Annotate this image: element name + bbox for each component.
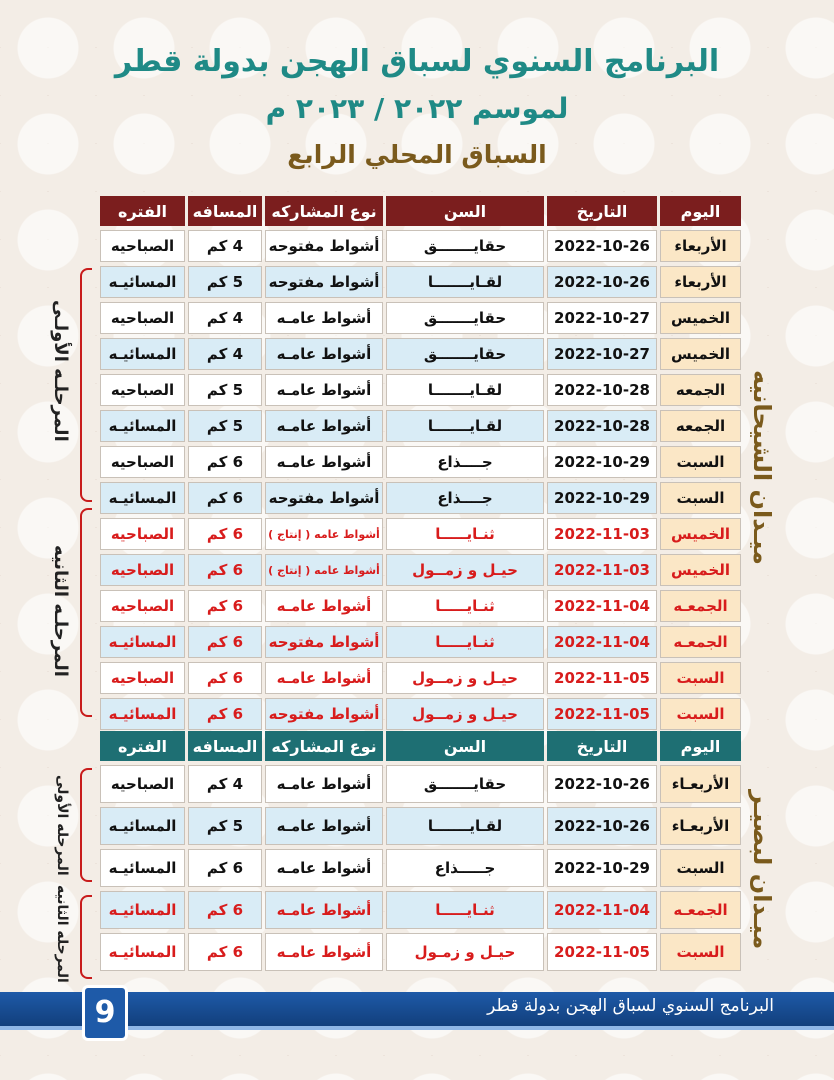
- cell-period: المسائيـه: [100, 482, 185, 514]
- table-row: [100, 933, 741, 971]
- cell-day: السبت: [660, 698, 741, 730]
- cell-type: أشواط عامـه: [265, 662, 383, 694]
- cell-day: الأربعاء: [660, 266, 741, 298]
- cell-age: حقايـــــــق: [386, 302, 544, 334]
- cell-period: المسائيـه: [100, 698, 185, 730]
- cell-day: الخميس: [660, 302, 741, 334]
- cell-date: 2022-10-28: [547, 374, 657, 406]
- table-header-row: [100, 196, 741, 226]
- cell-age: لقـايـــــــا: [386, 374, 544, 406]
- table-header-row: [100, 731, 741, 761]
- cell-day: الأربعاء: [660, 230, 741, 262]
- cell-day: الخميس: [660, 338, 741, 370]
- cell-distance: 4 كم: [188, 338, 262, 370]
- lubsair-schedule-table: [97, 727, 744, 975]
- cell-date: 2022-10-29: [547, 849, 657, 887]
- cell-type: أشواط عامـه: [265, 807, 383, 845]
- cell-period: الصباحيه: [100, 374, 185, 406]
- cell-age: جـــــذاع: [386, 849, 544, 887]
- header-day: اليوم: [660, 196, 741, 226]
- cell-age: حقايـــــــق: [386, 338, 544, 370]
- table-row: [100, 891, 741, 929]
- cell-type: أشواط عامـه: [265, 374, 383, 406]
- cell-day: الجمعـه: [660, 891, 741, 929]
- cell-distance: 6 كم: [188, 933, 262, 971]
- header-distance: المسافه: [188, 196, 262, 226]
- header-period: الفتره: [100, 196, 185, 226]
- stage1-bracket: [80, 268, 92, 502]
- cell-age: لقـايـــــــا: [386, 410, 544, 442]
- cell-date: 2022-10-29: [547, 482, 657, 514]
- cell-distance: 4 كم: [188, 765, 262, 803]
- cell-distance: 5 كم: [188, 374, 262, 406]
- cell-type: أشواط عامه ( إنتاج ): [265, 518, 383, 550]
- cell-type: أشواط عامـه: [265, 338, 383, 370]
- cell-period: الصباحيه: [100, 590, 185, 622]
- cell-distance: 6 كم: [188, 446, 262, 478]
- stage1-bracket-b: [80, 768, 92, 882]
- stage1-label: المرحلـه الأولـى: [50, 300, 71, 442]
- cell-distance: 6 كم: [188, 590, 262, 622]
- cell-date: 2022-11-04: [547, 626, 657, 658]
- table-row: [100, 230, 741, 262]
- cell-period: المسائيـه: [100, 266, 185, 298]
- cell-age: حيـل و زمــول: [386, 554, 544, 586]
- cell-day: السبت: [660, 849, 741, 887]
- cell-age: لقـايـــــــا: [386, 266, 544, 298]
- cell-day: الجمعه: [660, 410, 741, 442]
- cell-distance: 4 كم: [188, 302, 262, 334]
- cell-age: جــــذاع: [386, 446, 544, 478]
- cell-date: 2022-11-04: [547, 891, 657, 929]
- stage2-bracket: [80, 508, 92, 717]
- cell-date: 2022-10-26: [547, 765, 657, 803]
- header-date: التاريخ: [547, 731, 657, 761]
- table-row: [100, 302, 741, 334]
- cell-period: المسائيـه: [100, 933, 185, 971]
- cell-period: الصباحيه: [100, 446, 185, 478]
- cell-date: 2022-11-03: [547, 554, 657, 586]
- cell-age: حيـل و زمـول: [386, 933, 544, 971]
- cell-age: حيـل و زمــول: [386, 662, 544, 694]
- cell-date: 2022-10-26: [547, 266, 657, 298]
- venue-label-shahaniya: ميـدان الشيحانيه: [748, 370, 776, 565]
- cell-date: 2022-10-29: [547, 446, 657, 478]
- cell-distance: 6 كم: [188, 698, 262, 730]
- cell-period: المسائيـه: [100, 410, 185, 442]
- cell-day: الخميس: [660, 518, 741, 550]
- table-row: [100, 662, 741, 694]
- cell-day: السبت: [660, 933, 741, 971]
- cell-day: الأربعـاء: [660, 765, 741, 803]
- cell-distance: 5 كم: [188, 410, 262, 442]
- table-row: [100, 374, 741, 406]
- page-title: البرنامج السنوي لسباق الهجن بدولة قطر: [114, 44, 720, 79]
- cell-period: المسائيـه: [100, 807, 185, 845]
- cell-period: الصباحيه: [100, 302, 185, 334]
- cell-type: أشواط عامـه: [265, 933, 383, 971]
- cell-distance: 4 كم: [188, 230, 262, 262]
- header-distance: المسافه: [188, 731, 262, 761]
- cell-day: الخميس: [660, 554, 741, 586]
- cell-distance: 6 كم: [188, 482, 262, 514]
- cell-type: أشواط مفتوحه: [265, 230, 383, 262]
- table-row: [100, 698, 741, 730]
- cell-period: المسائيـه: [100, 338, 185, 370]
- cell-type: أشواط مفتوحه: [265, 266, 383, 298]
- cell-distance: 6 كم: [188, 518, 262, 550]
- table-row: [100, 554, 741, 586]
- cell-type: أشواط مفتوحه: [265, 626, 383, 658]
- cell-period: الصباحيه: [100, 518, 185, 550]
- cell-type: أشواط عامـه: [265, 590, 383, 622]
- cell-period: المسائيـه: [100, 849, 185, 887]
- cell-distance: 6 كم: [188, 662, 262, 694]
- stage2-label: المرحلـه الثانيه: [50, 545, 71, 677]
- table-row: [100, 590, 741, 622]
- stage1-label-b: المرحله الأولى: [54, 775, 70, 876]
- cell-period: الصباحيه: [100, 554, 185, 586]
- cell-period: الصباحيه: [100, 765, 185, 803]
- cell-period: المسائيـه: [100, 626, 185, 658]
- cell-date: 2022-11-04: [547, 590, 657, 622]
- cell-age: لقـايـــــــا: [386, 807, 544, 845]
- table-row: [100, 446, 741, 478]
- cell-period: الصباحيه: [100, 662, 185, 694]
- cell-type: أشواط عامـه: [265, 410, 383, 442]
- table-row: [100, 807, 741, 845]
- table-row: [100, 765, 741, 803]
- table-row: [100, 849, 741, 887]
- cell-type: أشواط عامـه: [265, 446, 383, 478]
- cell-distance: 5 كم: [188, 266, 262, 298]
- header-day: اليوم: [660, 731, 741, 761]
- cell-day: السبت: [660, 446, 741, 478]
- table-row: [100, 626, 741, 658]
- cell-date: 2022-10-28: [547, 410, 657, 442]
- header-period: الفتره: [100, 731, 185, 761]
- cell-date: 2022-10-27: [547, 338, 657, 370]
- table-row: [100, 338, 741, 370]
- cell-date: 2022-10-26: [547, 807, 657, 845]
- table-row: [100, 410, 741, 442]
- cell-age: حيـل و زمــول: [386, 698, 544, 730]
- header-type: نوع المشاركه: [265, 731, 383, 761]
- cell-period: الصباحيه: [100, 230, 185, 262]
- cell-date: 2022-11-05: [547, 933, 657, 971]
- cell-age: ثنـايـــــا: [386, 590, 544, 622]
- table-row: [100, 518, 741, 550]
- cell-day: الجمعـه: [660, 590, 741, 622]
- page-number: 9: [82, 985, 128, 1041]
- cell-age: ثنـايـــــا: [386, 518, 544, 550]
- cell-type: أشواط عامـه: [265, 302, 383, 334]
- header-type: نوع المشاركه: [265, 196, 383, 226]
- cell-day: الأربعـاء: [660, 807, 741, 845]
- cell-day: الجمعه: [660, 374, 741, 406]
- cell-age: ثنـايـــــا: [386, 891, 544, 929]
- cell-date: 2022-11-03: [547, 518, 657, 550]
- stage2-bracket-b: [80, 895, 92, 979]
- shahaniya-schedule-table: [97, 192, 744, 734]
- header-age: السن: [386, 731, 544, 761]
- cell-type: أشواط عامـه: [265, 891, 383, 929]
- cell-distance: 6 كم: [188, 891, 262, 929]
- season-title: لموسم ٢٠٢٢ / ٢٠٢٣ م: [265, 92, 569, 125]
- cell-distance: 6 كم: [188, 849, 262, 887]
- cell-period: المسائيـه: [100, 891, 185, 929]
- race-subtitle: السباق المحلي الرابع: [287, 140, 547, 169]
- table-row: [100, 266, 741, 298]
- cell-type: أشواط عامه ( إنتاج ): [265, 554, 383, 586]
- cell-date: 2022-11-05: [547, 662, 657, 694]
- cell-type: أشواط عامـه: [265, 849, 383, 887]
- cell-age: حقايـــــــق: [386, 230, 544, 262]
- cell-date: 2022-11-05: [547, 698, 657, 730]
- table-row: [100, 482, 741, 514]
- cell-age: جــــذاع: [386, 482, 544, 514]
- cell-distance: 5 كم: [188, 807, 262, 845]
- stage2-label-b: المرحله الثانيه: [54, 885, 70, 983]
- venue-label-lubsair: ميـدان لبصيـر: [748, 790, 776, 950]
- cell-type: أشواط عامـه: [265, 765, 383, 803]
- cell-day: السبت: [660, 482, 741, 514]
- cell-type: أشواط مفتوحه: [265, 698, 383, 730]
- cell-day: السبت: [660, 662, 741, 694]
- cell-age: ثنـايـــــا: [386, 626, 544, 658]
- cell-day: الجمعـه: [660, 626, 741, 658]
- cell-distance: 6 كم: [188, 554, 262, 586]
- cell-date: 2022-10-26: [547, 230, 657, 262]
- cell-age: حقايـــــــق: [386, 765, 544, 803]
- cell-distance: 6 كم: [188, 626, 262, 658]
- cell-date: 2022-10-27: [547, 302, 657, 334]
- header-age: السن: [386, 196, 544, 226]
- footer-text: البرنامج السنوي لسباق الهجن بدولة قطر: [487, 996, 774, 1016]
- cell-type: أشواط مفتوحه: [265, 482, 383, 514]
- header-date: التاريخ: [547, 196, 657, 226]
